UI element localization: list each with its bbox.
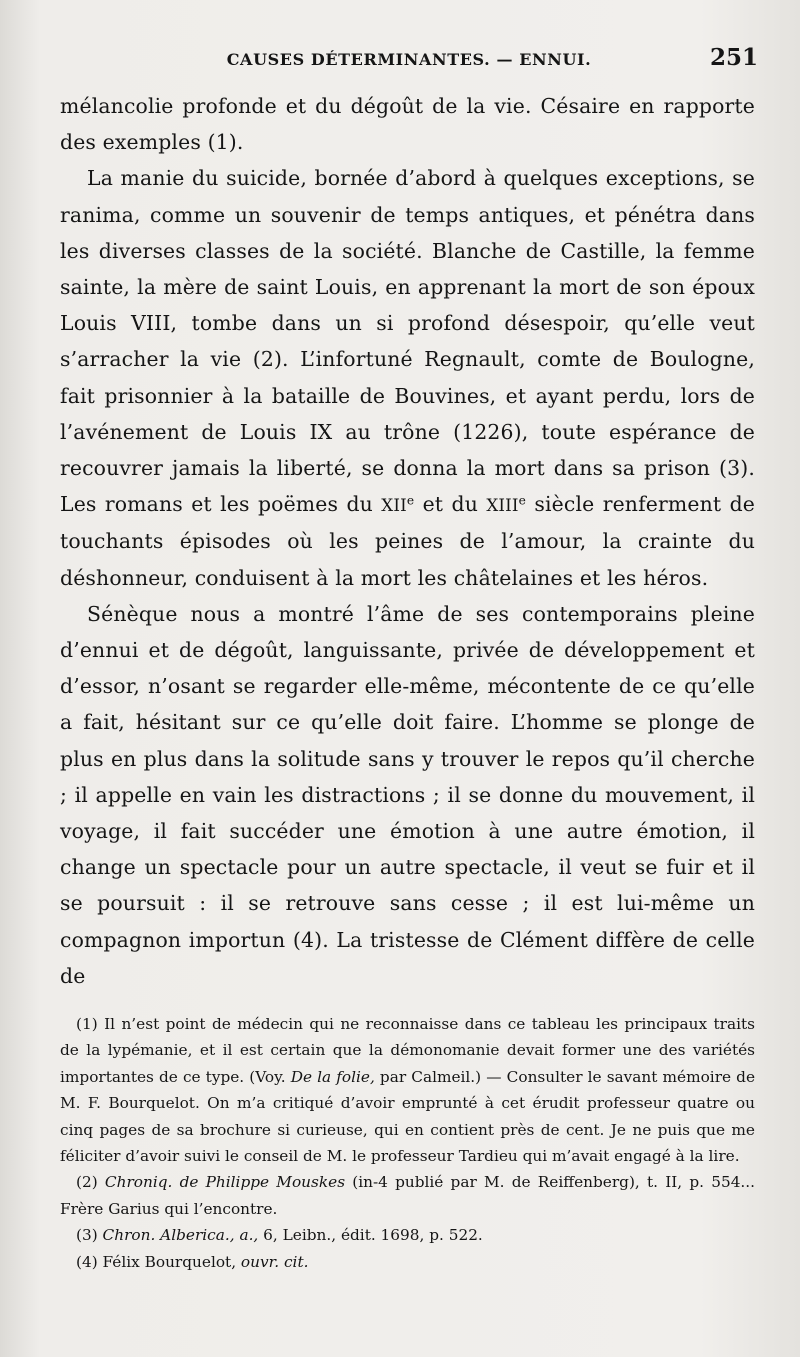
footnotes xyxy=(60,1011,755,1275)
footnote-3 xyxy=(60,1222,755,1248)
paragraph-text: La manie du suicide, bornée d’abord à quelques exceptions, se ranima, comme un souvenir de temps antiques, et pénétra dans les diverses classes de la société. Blanche de Castille, la femme sainte, la mère de saint Louis, en apprenant la mort de son époux Louis VIII, tombe dans un si profond désespoir, qu’elle veut s’arracher la vie (2). L’infortuné Regnault, comte de Boulogne, fait prisonnier à la bataille de Bouvines, et ayant perdu, lors de l’avénement de Louis IX au trône (1226), toute espérance de recouvrer jamais la liberté, se donna la mort dans sa prison (3). Les romans et les poëmes du xyxy=(60,166,755,517)
superscript: e xyxy=(518,493,527,508)
footnote-text: (1) Il n’est point de médecin qui ne reconnaisse dans ce tableau les principaux traits de la lypémanie, et il est certain que la démonomanie devait former une des variétés importantes de ce type. (Voy. xyxy=(60,1015,755,1086)
footnote-title: Chroniq. de Philippe Mouskes xyxy=(104,1173,346,1192)
footnote-4 xyxy=(60,1249,755,1275)
footnote-title: De la folie, xyxy=(290,1067,375,1086)
footnote-number: (2) xyxy=(76,1173,105,1192)
main-text xyxy=(60,88,755,994)
footnote-text: 6, Leibn., édit. 1698, p. 522. xyxy=(258,1226,483,1245)
footnote-text: par Calmeil.) — Consulter le savant mémoire de M. F. Bourquelot. On m’a critiqué d’avoir emprunté à cet érudit professeur quatre ou cinq pages de sa brochure si curieuse, qui en contient près de cent. Je ne puis que me féliciter d’avoir suivi le conseil de M. le professeur Tardieu qui m’avait engagé à la lire. xyxy=(60,1067,756,1166)
footnote-1 xyxy=(60,1011,755,1169)
footnote-title: Chron. Alberica., a., xyxy=(102,1226,259,1245)
running-head: CAUSES DÉTERMINANTES. — ENNUI. xyxy=(226,50,592,69)
footnote-text: (4) Félix Bourquelot, xyxy=(76,1252,241,1271)
page-number: 251 xyxy=(709,44,758,71)
paragraph-suicide-mania xyxy=(60,160,755,595)
paragraph-continuation: mélancolie profonde et du dégoût de la vie. Césaire en rapporte des exemples (1). xyxy=(60,94,755,155)
century-numeral: XII xyxy=(381,495,407,516)
footnote-number: (3) xyxy=(76,1226,103,1245)
superscript: e xyxy=(406,493,415,508)
page-header xyxy=(60,44,758,84)
footnote-title: ouvr. cit. xyxy=(240,1252,309,1271)
footnote-2 xyxy=(60,1169,755,1222)
footnote-text: (in-4 publié par M. de Reiffenberg), t. II, p. 554... Frère Garius qui l’encontre. xyxy=(60,1173,756,1218)
century-numeral: XIII xyxy=(486,495,519,516)
paragraph-seneca: Sénèque nous a montré l’âme de ses contemporains pleine d’ennui et de dégoût, languissante, privée de développement et d’essor, n’osant se regarder elle-même, mécontente de ce qu’elle a fait, hésitant sur ce qu’elle doit faire. L’homme se plonge de plus en plus dans la solitude sans y trouver le repos qu’il cherche ; il appelle en vain les distractions ; il se donne du mouvement, il voyage, il fait succéder une émotion à une autre émotion, il change un spectacle pour un autre spectacle, il veut se fuir et il se poursuit : il se retrouve sans cesse ; il est lui-même un compagnon importun (4). La tristesse de Clément diffère de celle de xyxy=(60,601,755,988)
paragraph-text: et du xyxy=(414,492,487,517)
paragraph-text: siècle renferment de touchants épisodes où les peines de l’amour, la crainte du déshonneur, conduisent à la mort les châtelaines et les héros. xyxy=(60,492,755,590)
